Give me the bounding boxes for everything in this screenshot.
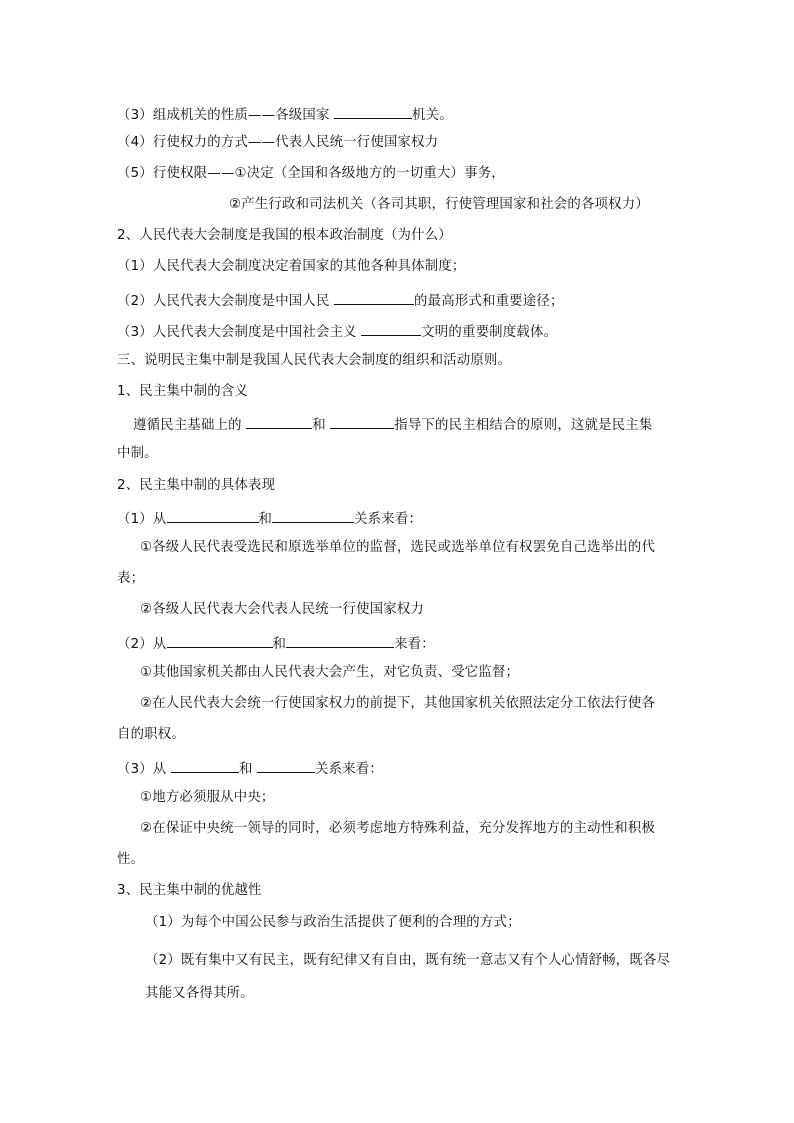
text-line: （1）为每个中国公民参与政治生活提供了便利的合理的方式； [145, 915, 521, 930]
text-line: （3）组成机关的性质——各级国家 机关。 [117, 104, 453, 125]
text-line: 性。 [117, 852, 145, 867]
text-line: 自的职权。 [117, 727, 185, 742]
section-heading: 3、民主集中制的优越性 [117, 883, 262, 898]
fill-blank [334, 104, 412, 119]
text-line: （4）行使权力的方式——代表人民统一行使国家权力 [117, 135, 439, 150]
section-heading: 1、民主集中制的含义 [117, 384, 249, 399]
text-line: （1）人民代表大会制度决定着国家的其他各种具体制度； [117, 259, 466, 274]
text-line: （5）行使权限——①决定（全国和各级地方的一切重大）事务， [117, 166, 505, 181]
text-line: （1）从 和 关系来看： [117, 508, 422, 529]
fill-blank [361, 321, 421, 336]
text-line: ①各级人民代表受选民和原选举单位的监督，选民或选举单位有权罢免自己选举出的代 [140, 540, 656, 555]
text-line: （2）从 和 来看： [117, 633, 435, 654]
text-line: （2）既有集中又有民主，既有纪律又有自由，既有统一意志又有个人心情舒畅，既各尽 [145, 953, 671, 968]
section-heading: 2、人民代表大会制度是我国的根本政治制度（为什么） [117, 228, 452, 243]
text-line: 表； [117, 571, 145, 586]
fill-blank [272, 508, 354, 523]
fill-blank [334, 290, 414, 305]
text-line: 其能又各得其所。 [145, 986, 254, 1001]
fill-blank [171, 758, 239, 773]
fill-blank [257, 758, 315, 773]
text-line: ①地方必须服从中央； [140, 790, 275, 805]
fill-blank [330, 414, 394, 429]
text-line: ②各级人民代表大会代表人民统一行使国家权力 [140, 602, 425, 617]
text-line: ①其他国家机关都由人民代表大会产生，对它负责、受它监督； [140, 665, 520, 680]
text-line: 中制。 [117, 446, 158, 461]
text-line: （2）人民代表大会制度是中国人民 的最高形式和重要途径； [117, 290, 564, 311]
text-line: 遵循民主基础上的 和 指导下的民主相结合的原则，这就是民主集 [133, 414, 652, 435]
section-heading: 三、说明民主集中制是我国人民代表大会制度的组织和活动原则。 [117, 353, 512, 368]
text-line: （3）从 和 关系来看： [117, 758, 383, 779]
fill-blank [286, 633, 394, 648]
section-heading: 2、民主集中制的具体表现 [117, 478, 276, 493]
fill-blank [167, 508, 259, 523]
fill-blank [246, 414, 312, 429]
text-line: ②产生行政和司法机关（各司其职，行使管理国家和社会的各项权力） [229, 197, 649, 212]
text-line: ②在保证中央统一领导的同时，必须考虑地方特殊利益，充分发挥地方的主动性和积极 [140, 821, 656, 836]
text-line: ②在人民代表大会统一行使国家权力的前提下，其他国家机关依照法定分工依法行使各 [140, 696, 656, 711]
text-line: （3）人民代表大会制度是中国社会主义 文明的重要制度载体。 [117, 321, 557, 342]
fill-blank [167, 633, 273, 648]
